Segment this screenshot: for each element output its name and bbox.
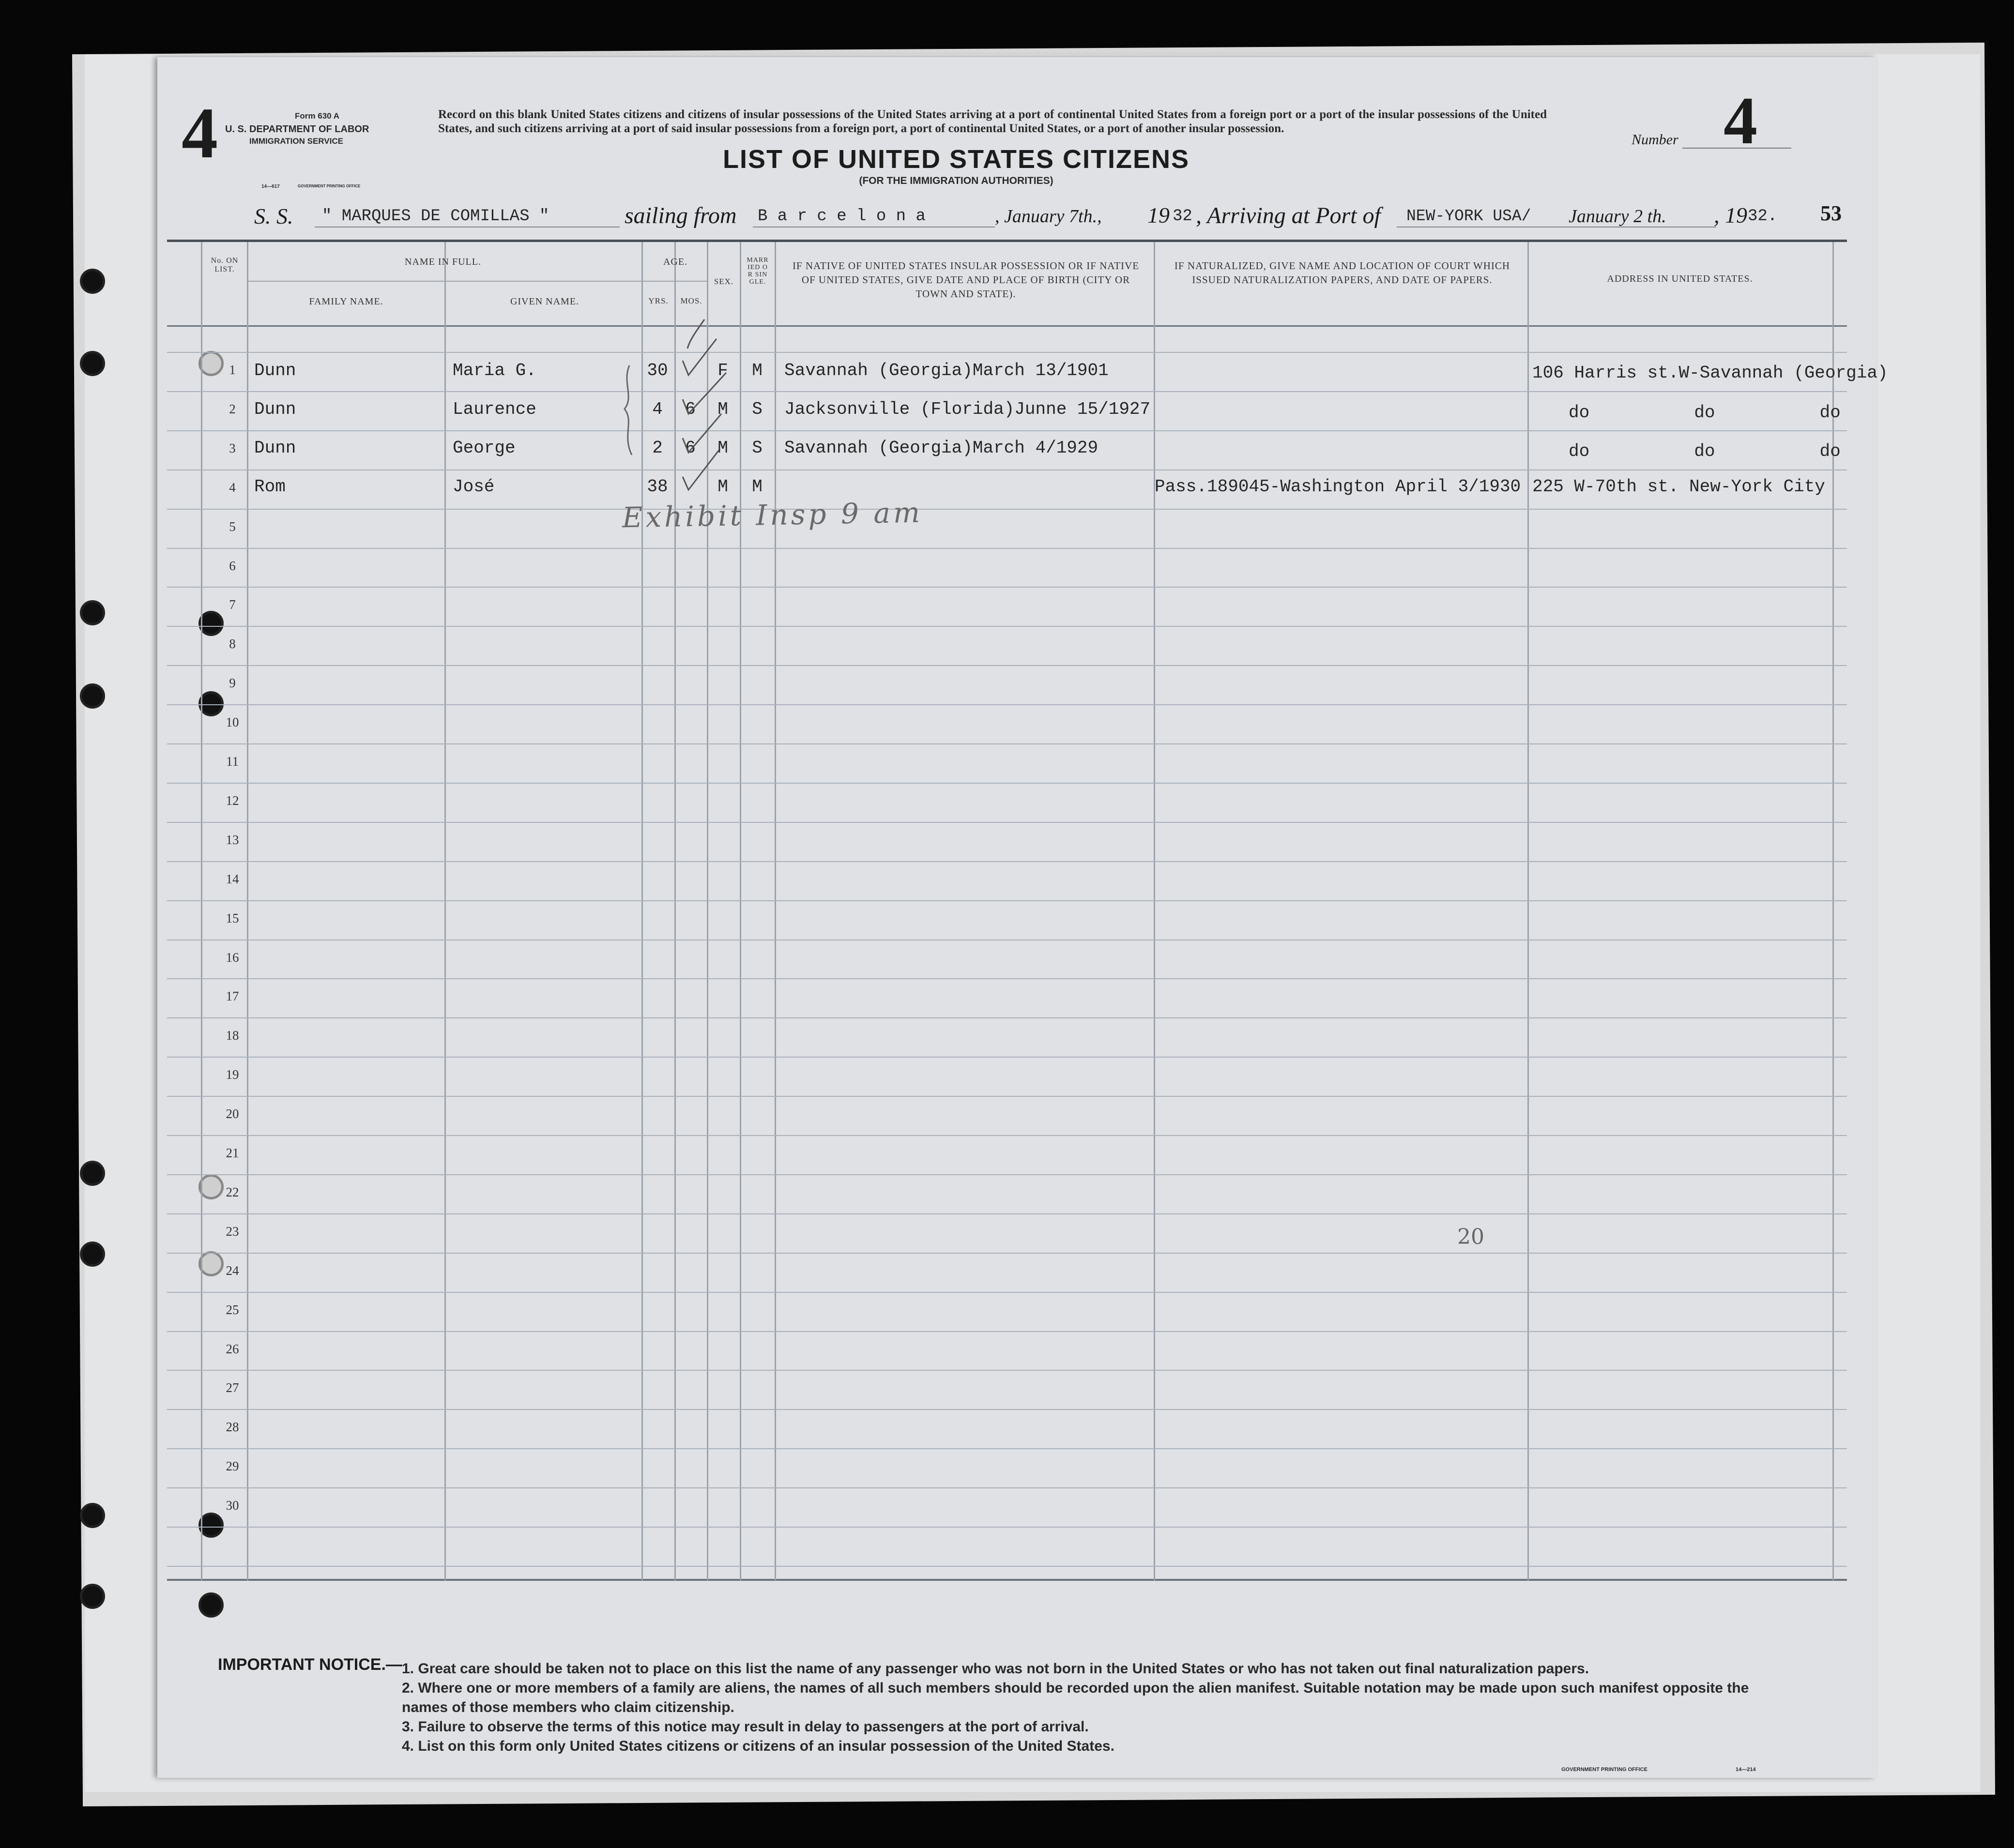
row-number: 12 xyxy=(226,793,239,808)
row-line xyxy=(167,1370,1847,1371)
page-subtitle: (FOR THE IMMIGRATION AUTHORITIES) xyxy=(859,175,1053,186)
row-number: 11 xyxy=(226,754,239,769)
binder-hole xyxy=(80,351,105,376)
row-line xyxy=(167,1213,1847,1214)
entry-3-sex: M xyxy=(717,438,728,458)
entry-1-family: Dunn xyxy=(254,361,296,380)
row-number: 13 xyxy=(226,833,239,847)
entry-3-yrs: 2 xyxy=(652,438,663,458)
col-divider xyxy=(247,242,248,1580)
entry-4-family: Rom xyxy=(254,477,286,497)
manifest-page xyxy=(157,57,1876,1778)
col-header-naturalized: IF NATURALIZED, GIVE NAME AND LOCATION OF COURT WHICH ISSUED NATURALIZATION PAPERS, AND DATE OF PAPERS. xyxy=(1174,260,1510,286)
arrival-port: NEW-YORK USA/ xyxy=(1406,207,1531,225)
entry-2-sex: M xyxy=(717,399,728,419)
row-number: 7 xyxy=(229,597,236,612)
arrival-year-prefix: , 19 xyxy=(1714,203,1747,227)
row-number: 14 xyxy=(226,872,239,886)
row-line xyxy=(167,1448,1847,1449)
row-line xyxy=(167,1253,1847,1254)
entry-1-sex: F xyxy=(717,361,728,380)
footer-office: GOVERNMENT PRINTING OFFICE xyxy=(1561,1767,1648,1772)
notice-list xyxy=(402,1659,1791,1756)
row-number: 27 xyxy=(226,1380,239,1395)
page-number: 53 xyxy=(1820,201,1842,225)
col-header-given: GIVEN NAME. xyxy=(510,296,580,307)
service-label: IMMIGRATION SERVICE xyxy=(249,136,343,146)
entry-1-address: 106 Harris st.W-Savannah (Georgia) xyxy=(1532,363,1888,383)
notice-item-1: 1. Great care should be taken not to place on this list the name of any passenger who was not born in the United States or who has not taken out final naturalization papers. xyxy=(402,1661,1589,1677)
entry-3-given: George xyxy=(453,438,516,458)
entry-1-birth: Savannah (Georgia)March 13/1901 xyxy=(784,361,1109,380)
ship-name: " MARQUES DE COMILLAS " xyxy=(322,207,549,226)
entry-3-address: do do do xyxy=(1569,441,1841,461)
table-bottom-border xyxy=(167,1579,1847,1581)
instructions-text: Record on this blank United States citizens and citizens of insular possessions of the United States arriving at a port of continental United States from a foreign port or a port of the insular possessions of the United States, and such citizens arriving at a port of said insular possessions from a foreign port, a port of continental United States, or a port of another insular possession. xyxy=(438,108,1547,135)
row-number: 28 xyxy=(226,1420,239,1434)
margin-number: 20 xyxy=(1457,1225,1484,1249)
row-line xyxy=(167,430,1847,431)
page-title: LIST OF UNITED STATES CITIZENS xyxy=(723,145,1190,174)
entry-2-yrs: 4 xyxy=(652,399,663,419)
row-line xyxy=(167,509,1847,510)
row-line xyxy=(167,1017,1847,1018)
number-label: Number xyxy=(1632,132,1678,148)
entry-4-given: José xyxy=(453,477,495,497)
corner-number: 4 xyxy=(182,93,218,173)
row-line xyxy=(167,861,1847,862)
row-line xyxy=(167,1566,1847,1567)
row-line xyxy=(167,822,1847,823)
row-line xyxy=(167,1096,1847,1097)
row-number: 16 xyxy=(226,950,239,965)
notice-item-3: 3. Failure to observe the terms of this notice may result in delay to passengers at the port of arrival. xyxy=(402,1719,1089,1735)
row-number: 5 xyxy=(229,519,236,534)
name-header-divider xyxy=(247,281,707,282)
entry-1-yrs: 30 xyxy=(647,361,668,380)
binder-hole xyxy=(80,1242,105,1267)
binder-hole xyxy=(80,600,105,625)
col-header-no: No. ON LIST. xyxy=(211,257,239,273)
print-code: 14—617 xyxy=(261,184,280,189)
form-code: Form 630 A xyxy=(295,111,339,121)
row-number: 20 xyxy=(226,1106,239,1121)
col-header-birth: IF NATIVE OF UNITED STATES INSULAR POSSESSION OR IF NATIVE OF UNITED STATES, GIVE DATE AND PLACE OF BIRTH (CITY OR TOWN AND STATE). xyxy=(792,260,1140,300)
ss-label: S. S. xyxy=(254,204,293,228)
row-number: 4 xyxy=(229,480,236,495)
row-line xyxy=(167,1409,1847,1410)
col-divider xyxy=(1154,242,1155,1580)
row-line xyxy=(167,939,1847,940)
row-line xyxy=(167,978,1847,979)
row-line xyxy=(167,587,1847,588)
row-line xyxy=(167,1292,1847,1293)
entry-4-ms: M xyxy=(752,477,763,497)
arriving-label: , Arriving at Port of xyxy=(1196,203,1381,228)
row-line xyxy=(167,704,1847,705)
row-number: 10 xyxy=(226,715,239,729)
departure-year-prefix: 19 xyxy=(1147,203,1170,227)
row-line xyxy=(167,1527,1847,1528)
entry-2-mos: 6 xyxy=(685,399,696,419)
col-divider xyxy=(201,242,202,1580)
row-line xyxy=(167,1135,1847,1136)
row-number: 8 xyxy=(229,636,236,651)
entry-4-address: 225 W-70th st. New-York City xyxy=(1532,477,1825,497)
entry-2-birth: Jacksonville (Florida)Junne 15/1927 xyxy=(784,399,1151,419)
row-line xyxy=(167,900,1847,901)
entry-3-family: Dunn xyxy=(254,438,296,458)
row-line xyxy=(167,1057,1847,1058)
row-number: 17 xyxy=(226,989,239,1003)
entry-1-given: Maria G. xyxy=(453,361,536,380)
col-divider xyxy=(444,242,446,1580)
entry-3-birth: Savannah (Georgia)March 4/1929 xyxy=(784,438,1099,458)
row-number: 19 xyxy=(226,1067,239,1082)
col-header-yrs: YRS. xyxy=(648,296,669,305)
departure-date: , January 7th., xyxy=(995,206,1102,227)
row-line xyxy=(167,352,1847,353)
row-line xyxy=(167,665,1847,666)
row-number: 18 xyxy=(226,1028,239,1043)
sailing-label: sailing from xyxy=(625,203,737,228)
header-bottom-border xyxy=(167,325,1847,327)
row-number: 30 xyxy=(226,1498,239,1513)
entry-1-ms: M xyxy=(752,361,763,380)
row-number: 25 xyxy=(226,1303,239,1317)
entry-4-sex: M xyxy=(717,477,728,497)
entry-4-naturalized: Pass.189045-Washington April 3/1930 xyxy=(1155,477,1521,497)
col-header-address: ADDRESS IN UNITED STATES. xyxy=(1607,273,1753,284)
row-number: 29 xyxy=(226,1459,239,1473)
col-header-age: AGE. xyxy=(663,257,688,267)
departure-year: 32 xyxy=(1173,207,1192,226)
row-line xyxy=(167,1331,1847,1332)
entry-4-yrs: 38 xyxy=(647,477,668,497)
row-number: 2 xyxy=(229,402,236,416)
handwritten-note: Exhibit Insp 9 am xyxy=(622,496,923,534)
entry-3-ms: S xyxy=(752,438,763,458)
col-header-sex: SEX. xyxy=(714,277,734,286)
row-line xyxy=(167,548,1847,549)
print-office: GOVERNMENT PRINTING OFFICE xyxy=(298,184,361,188)
row-number: 21 xyxy=(226,1146,239,1160)
row-line xyxy=(167,1487,1847,1488)
col-header-name: NAME IN FULL. xyxy=(405,257,481,267)
binder-hole xyxy=(80,1584,105,1609)
entry-2-address: do do do xyxy=(1569,403,1841,423)
row-number: 15 xyxy=(226,911,239,925)
row-number: 22 xyxy=(226,1185,239,1199)
list-number: 4 xyxy=(1724,83,1757,158)
row-number: 1 xyxy=(229,363,236,377)
row-number: 26 xyxy=(226,1342,239,1356)
arrival-date: January 2 th. xyxy=(1569,206,1666,227)
col-header-mos: MOS. xyxy=(680,296,702,305)
row-number: 6 xyxy=(229,559,236,573)
binder-hole xyxy=(80,1161,105,1186)
notice-label: IMPORTANT NOTICE.— xyxy=(218,1655,402,1674)
entry-2-family: Dunn xyxy=(254,399,296,419)
table-top-border xyxy=(167,240,1847,242)
footer-code: 14—214 xyxy=(1736,1767,1756,1772)
entry-2-given: Laurence xyxy=(453,399,536,419)
col-divider xyxy=(1527,242,1529,1580)
row-line xyxy=(167,783,1847,784)
binder-hole xyxy=(80,1503,105,1528)
row-number: 24 xyxy=(226,1263,239,1278)
notice-item-2: 2. Where one or more members of a family are aliens, the names of all such members should be recorded upon the alien manifest. Suitable notation may be made upon such manifest opposite the names of those members who claim citizenship. xyxy=(402,1680,1749,1715)
row-line xyxy=(167,391,1847,392)
departure-port: B a r c e l o n a xyxy=(758,207,926,226)
row-line xyxy=(167,626,1847,627)
entry-3-mos: 6 xyxy=(685,438,696,458)
binder-hole xyxy=(80,683,105,709)
col-header-family: FAMILY NAME. xyxy=(309,296,383,307)
row-number: 9 xyxy=(229,676,236,690)
row-number: 3 xyxy=(229,441,236,455)
arrival-year: 32. xyxy=(1748,207,1778,226)
col-header-married: MARRIED OR SINGLE. xyxy=(747,257,769,286)
row-number: 23 xyxy=(226,1224,239,1239)
punch-hole xyxy=(198,1592,224,1618)
department-label: U. S. DEPARTMENT OF LABOR xyxy=(225,124,369,135)
row-line xyxy=(167,1174,1847,1175)
row-line xyxy=(167,743,1847,744)
entry-2-ms: S xyxy=(752,399,763,419)
notice-item-4: 4. List on this form only United States citizens or citizens of an insular possession of the United States. xyxy=(402,1738,1114,1754)
binder-hole xyxy=(80,269,105,294)
